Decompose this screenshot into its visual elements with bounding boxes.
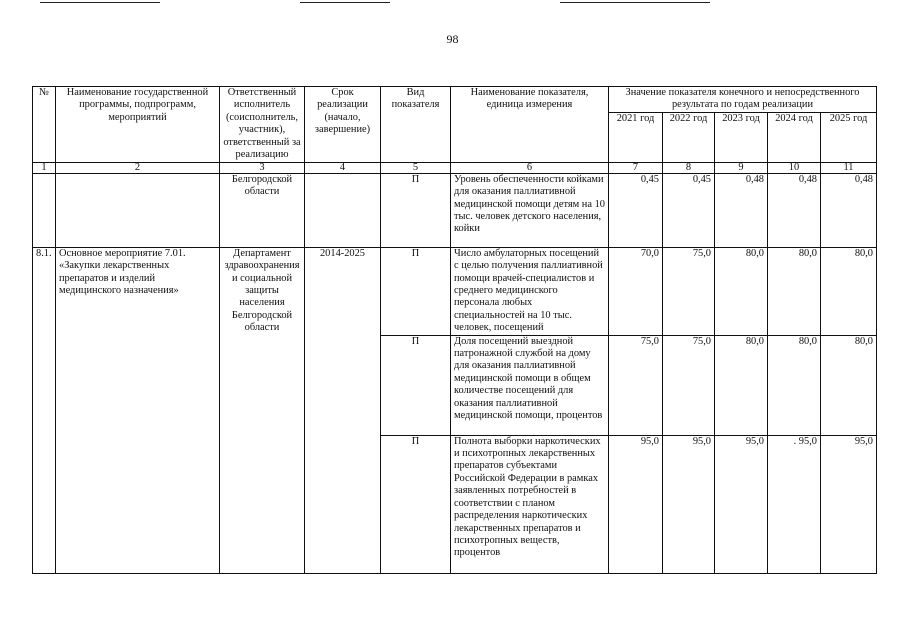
table-row (33, 173, 877, 247)
value-2022: 75,0 (663, 247, 715, 335)
value-2024: 80,0 (768, 335, 821, 435)
header-year: 2022 год (663, 112, 715, 162)
header-year: 2024 год (768, 112, 821, 162)
value-2025: 95,0 (821, 435, 877, 573)
row-executor: Белгородской области (220, 173, 305, 247)
header-year: 2021 год (609, 112, 663, 162)
value-2022: 0,45 (663, 173, 715, 247)
row-indicator-name: Уровень обеспеченности койками для оказания паллиативной медицинской помощи детям на 10 тыс. человек детского населения, койки (451, 173, 609, 247)
header-executor: Ответственный исполнитель (соисполнитель, участник), ответственный за реализацию (220, 87, 305, 163)
value-2021: 0,45 (609, 173, 663, 247)
header-indicator: Наименование показателя, единица измерения (451, 87, 609, 163)
row-indicator-type: П (381, 335, 451, 435)
group-period: 2014-2025 (305, 247, 381, 573)
column-number: 11 (821, 162, 877, 173)
table-row (33, 247, 877, 335)
column-number: 4 (305, 162, 381, 173)
value-2025: 0,48 (821, 173, 877, 247)
row-indicator-type: П (381, 173, 451, 247)
value-2023: 95,0 (715, 435, 768, 573)
column-number: 9 (715, 162, 768, 173)
value-2021: 95,0 (609, 435, 663, 573)
value-2022: 75,0 (663, 335, 715, 435)
column-number: 6 (451, 162, 609, 173)
value-2022: 95,0 (663, 435, 715, 573)
header-year: 2023 год (715, 112, 768, 162)
column-number: 1 (33, 162, 56, 173)
value-2023: 80,0 (715, 247, 768, 335)
value-2024: . 95,0 (768, 435, 821, 573)
page-number: 98 (446, 32, 459, 46)
header-program: Наименование государственной программы, подпрограмм, мероприятий (56, 87, 220, 163)
value-2021: 70,0 (609, 247, 663, 335)
row-indicator-type: П (381, 435, 451, 573)
row-num (33, 173, 56, 247)
value-2023: 0,48 (715, 173, 768, 247)
value-2025: 80,0 (821, 247, 877, 335)
value-2024: 80,0 (768, 247, 821, 335)
row-indicator-type: П (381, 247, 451, 335)
column-number: 3 (220, 162, 305, 173)
row-indicator-name: Полнота выборки наркотических и психотропных лекарственных препаратов субъектами Российской Федерации в рамках заявленных потребностей в соответствии с планом распределения наркотических лекарственных препаратов и психотропных веществ, процентов (451, 435, 609, 573)
column-number: 5 (381, 162, 451, 173)
header-type: Вид показателя (381, 87, 451, 163)
value-2024: 0,48 (768, 173, 821, 247)
value-2023: 80,0 (715, 335, 768, 435)
indicators-table (32, 86, 877, 574)
column-number: 2 (56, 162, 220, 173)
column-number: 7 (609, 162, 663, 173)
column-number: 8 (663, 162, 715, 173)
value-2025: 80,0 (821, 335, 877, 435)
column-number: 10 (768, 162, 821, 173)
header-period: Срок реализации (начало, завершение) (305, 87, 381, 163)
scan-edge-line (40, 2, 160, 3)
group-executor: Департамент здравоохранения и социальной защиты населения Белгородской области (220, 247, 305, 573)
row-program (56, 173, 220, 247)
group-program: Основное мероприятие 7.01. «Закупки лекарственных препаратов и изделий медицинского назначения» (56, 247, 220, 573)
header-row (33, 87, 877, 113)
scan-edge-line (560, 2, 710, 3)
column-number-row (33, 162, 877, 173)
group-num: 8.1. (33, 247, 56, 573)
value-2021: 75,0 (609, 335, 663, 435)
header-num: № (33, 87, 56, 163)
scan-edge-line (300, 2, 390, 3)
header-value-group: Значение показателя конечного и непосредственного результата по годам реализации (609, 87, 877, 113)
row-indicator-name: Доля посещений выездной патронажной службой на дому для оказания паллиативной медицинской помощи в общем количестве посещений для оказания паллиативной медицинской помощи, процентов (451, 335, 609, 435)
header-year: 2025 год (821, 112, 877, 162)
row-period (305, 173, 381, 247)
row-indicator-name: Число амбулаторных посещений с целью получения паллиативной помощи врачей-специалистов и среднего медицинского персонала любых специальностей на 10 тыс. человек, посещений (451, 247, 609, 335)
